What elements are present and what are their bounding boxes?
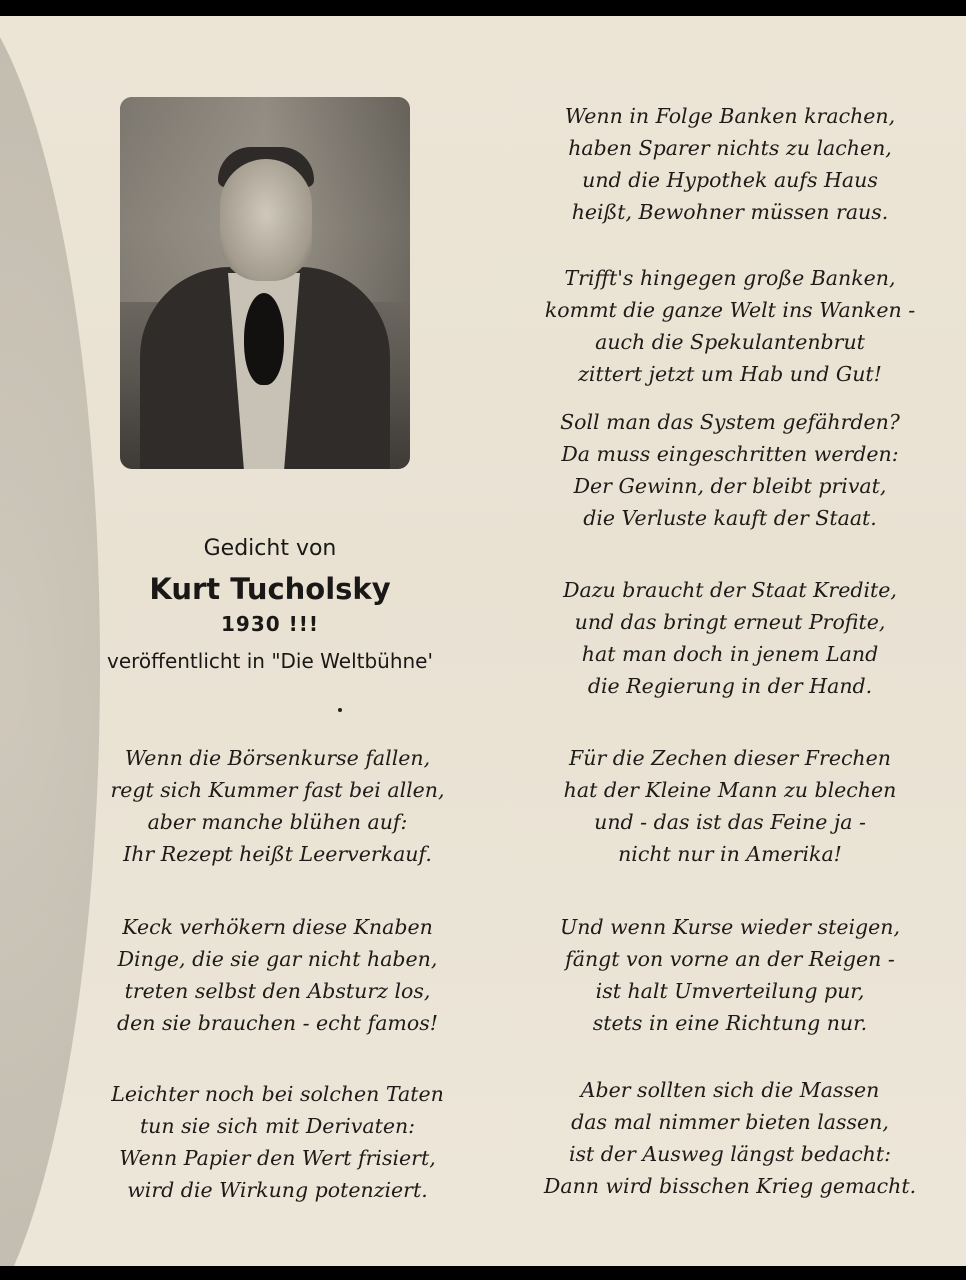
poem-line: fängt von vorne an der Reigen - (565, 947, 895, 971)
poem-line: Für die Zechen dieser Frechen (569, 746, 891, 770)
poem-line: Keck verhökern diese Knaben (122, 915, 433, 939)
author-portrait-photo (120, 97, 410, 469)
poem-line: und die Hypothek aufs Haus (582, 168, 878, 192)
poem-line: Wenn in Folge Banken krachen, (564, 104, 896, 128)
stanza-right-3 (495, 406, 965, 534)
poem-line: ist der Ausweg längst bedacht: (568, 1142, 892, 1166)
poem-line: kommt die ganze Welt ins Wanken - (544, 298, 916, 322)
stanza-right-2 (495, 262, 965, 390)
stanza-left-1 (45, 742, 510, 870)
poem-line: Dazu braucht der Staat Kredite, (563, 578, 897, 602)
poem-line: hat der Kleine Mann zu blechen (563, 778, 897, 802)
poem-line: Und wenn Kurse wieder steigen, (560, 915, 900, 939)
poem-line: Leichter noch bei solchen Taten (111, 1082, 444, 1106)
poem-line: Soll man das System gefährden? (560, 410, 900, 434)
poem-line: Aber sollten sich die Massen (580, 1078, 880, 1102)
poem-line: Wenn Papier den Wert frisiert, (119, 1146, 436, 1170)
caption-published-in: veröffentlicht in "Die Weltbühne' (107, 649, 433, 673)
poem-line: und - das ist das Feine ja - (594, 810, 866, 834)
book-page (0, 16, 966, 1266)
caption-year: 1930 !!! (221, 612, 319, 636)
poem-line: die Verluste kauft der Staat. (583, 506, 877, 530)
poem-line: Trifft's hingegen große Banken, (564, 266, 896, 290)
stanza-right-7 (495, 1074, 965, 1202)
poem-line: wird die Wirkung potenziert. (127, 1178, 428, 1202)
poem-line: auch die Spekulantenbrut (595, 330, 865, 354)
poem-line: treten selbst den Absturz los, (124, 979, 431, 1003)
poem-line: tun sie sich mit Derivaten: (139, 1114, 416, 1138)
poem-line: ist halt Umverteilung pur, (595, 979, 865, 1003)
poem-line: Dann wird bisschen Krieg gemacht. (543, 1174, 917, 1198)
poem-line: zittert jetzt um Hab und Gut! (578, 362, 882, 386)
poem-line: das mal nimmer bieten lassen, (571, 1110, 889, 1134)
poem-line: hat man doch in jenem Land (581, 642, 879, 666)
poem-line: Wenn die Börsenkurse fallen, (124, 746, 431, 770)
stanza-right-6 (495, 911, 965, 1039)
stanza-left-3 (45, 1078, 510, 1206)
stanza-right-5 (495, 742, 965, 870)
stanza-right-4 (495, 574, 965, 702)
poem-line: den sie brauchen - echt famos! (117, 1011, 438, 1035)
caption-line-gedicht-von: Gedicht von (203, 536, 337, 561)
poem-line: die Regierung in der Hand. (587, 674, 873, 698)
poem-line: Der Gewinn, der bleibt privat, (573, 474, 887, 498)
poem-line: haben Sparer nichts zu lachen, (568, 136, 892, 160)
poem-line: Dinge, die sie gar nicht haben, (117, 947, 438, 971)
stanza-left-2 (45, 911, 510, 1039)
poem-line: regt sich Kummer fast bei allen, (110, 778, 445, 802)
poem-line: nicht nur in Amerika! (618, 842, 842, 866)
stanza-right-1 (495, 100, 965, 228)
poem-line: und das bringt erneut Profite, (574, 610, 886, 634)
bullet-dot (338, 708, 342, 712)
poem-line: heißt, Bewohner müssen raus. (571, 200, 889, 224)
poem-line: Ihr Rezept heißt Leerverkauf. (123, 842, 432, 866)
poem-line: stets in eine Richtung nur. (592, 1011, 868, 1035)
poem-line: Da muss eingeschritten werden: (561, 442, 899, 466)
caption-author: Kurt Tucholsky (149, 572, 391, 606)
poem-line: aber manche blühen auf: (147, 810, 408, 834)
